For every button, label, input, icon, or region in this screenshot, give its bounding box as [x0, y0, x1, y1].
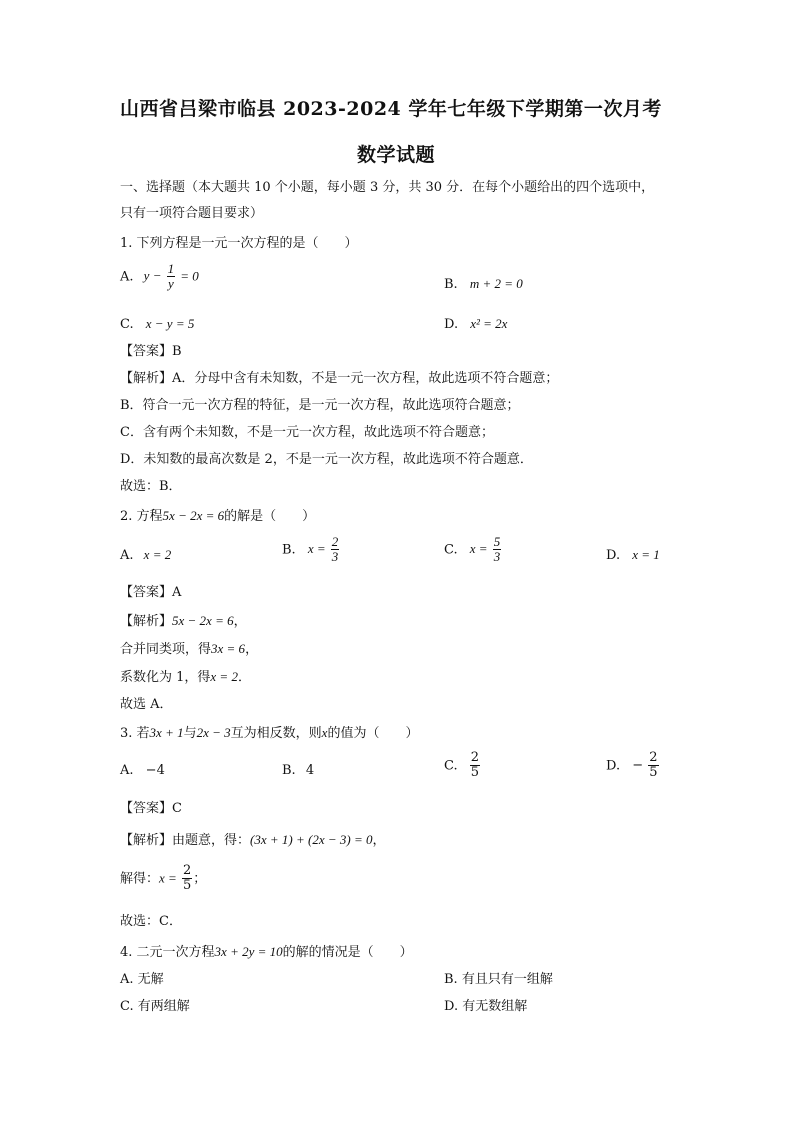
q1-option-b-label: B.: [444, 277, 458, 292]
q3-exp1-prefix: 【解析】由题意，得：: [120, 833, 251, 848]
q3-stem-expr-2: 2x − 3: [196, 725, 231, 740]
q4-option-d: D. 有无数组解: [444, 999, 528, 1014]
q3-explanation-2: [120, 864, 206, 894]
q3-option-d-sign: −: [632, 758, 644, 774]
q3-option-c: [444, 751, 481, 781]
q1-stem: 1. 下列方程是一元一次方程的是（ ）: [120, 236, 358, 251]
q2-exp3-suffix: ．: [237, 670, 251, 685]
q4-option-c: C. 有两组解: [120, 999, 190, 1014]
q1-option-a-denominator: y: [167, 276, 174, 292]
q3-stem-middle: 互为相反数，则: [230, 726, 322, 741]
q2-explanation-3: [120, 669, 251, 686]
q1-option-c: [120, 316, 194, 333]
q2-exp3-prefix: 系数化为 1，得: [120, 670, 211, 685]
q3-exp1-equation: (3x + 1) + (2x − 3) = 0: [250, 832, 373, 847]
q2-exp2-equation: 3x = 6: [211, 641, 246, 656]
q2-option-a: [120, 547, 171, 564]
q3-option-c-fraction: [470, 751, 480, 781]
q1-choose: 故选：B．: [120, 479, 182, 494]
q2-option-c-numerator: 5: [493, 534, 501, 549]
q2-option-a-label: A.: [120, 548, 134, 563]
q2-option-c-expr: x =: [469, 541, 488, 557]
q1-option-b: [444, 276, 523, 293]
section-heading-line-1: 一、选择题（本大题共 10 个小题，每小题 3 分，共 30 分．在每个小题给出的四个选项中，: [120, 180, 655, 195]
q2-stem-suffix: 的解是（ ）: [224, 509, 316, 524]
q3-option-d-numerator: 2: [649, 750, 658, 765]
q3-option-a: [120, 763, 165, 779]
q3-stem: [120, 725, 418, 742]
q2-option-b: [282, 535, 340, 565]
q1-option-d-expr: x² = 2x: [470, 316, 508, 331]
q2-option-d-expr: x = 1: [632, 547, 660, 562]
title-line-1: 山西省吕梁市临县 2023-2024 学年七年级下学期第一次月考: [120, 98, 662, 120]
q3-exp2-numerator: 2: [182, 863, 192, 878]
q3-stem-expr-1: 3x + 1: [149, 725, 184, 740]
q2-option-b-numerator: 2: [331, 534, 339, 549]
q2-option-b-denominator: 3: [331, 549, 339, 565]
q1-explanation-3: C．含有两个未知数，不是一元一次方程，故此选项不符合题意；: [120, 425, 494, 440]
q3-exp2-expr: x =: [159, 870, 177, 886]
q3-option-b: [282, 763, 314, 779]
q3-exp2-suffix: ；: [193, 871, 207, 887]
q3-exp2-denominator: 5: [182, 878, 192, 894]
q3-answer: 【答案】C: [120, 801, 182, 816]
q3-option-a-label: A.: [120, 763, 134, 778]
q3-option-d-fraction: [648, 751, 658, 781]
q4-stem-prefix: 4. 二元一次方程: [120, 945, 215, 960]
q1-option-c-label: C.: [120, 317, 134, 332]
q2-stem-equation: 5x − 2x = 6: [162, 508, 225, 523]
q2-exp1-prefix: 【解析】: [120, 614, 173, 629]
q2-stem: [120, 508, 315, 525]
q2-option-b-fraction: [331, 535, 340, 565]
q1-option-a-fraction: [167, 262, 176, 292]
q1-option-a-rhs: = 0: [180, 268, 199, 284]
q1-option-c-expr: x − y = 5: [145, 316, 195, 331]
q4-stem-suffix: 的解的情况是（ ）: [282, 945, 413, 960]
q1-option-d: [444, 316, 507, 333]
q3-stem-variable: x: [321, 725, 328, 740]
q4-option-a: A. 无解: [120, 972, 164, 987]
q2-choose: 故选 A．: [120, 697, 173, 712]
q1-option-a-expr: y −: [143, 268, 162, 284]
q3-option-d-label: D.: [606, 758, 621, 774]
q4-stem-equation: 3x + 2y = 10: [214, 944, 283, 959]
q2-explanation-1: [120, 613, 247, 630]
q2-option-c: [444, 535, 502, 565]
q3-option-c-numerator: 2: [470, 750, 480, 765]
q2-option-b-label: B.: [282, 542, 296, 558]
q3-option-b-value: 4: [305, 763, 315, 778]
q3-exp2-fraction: [182, 864, 192, 894]
q2-exp1-equation: 5x − 2x = 6: [172, 613, 234, 628]
q3-stem-suffix: 的值为（ ）: [327, 726, 419, 741]
q2-option-b-expr: x =: [307, 541, 326, 557]
q2-option-a-expr: x = 2: [143, 547, 172, 562]
q3-option-d-denominator: 5: [649, 765, 658, 781]
q3-exp2-prefix: 解得：: [120, 871, 160, 887]
q2-explanation-2: [120, 641, 258, 658]
q1-explanation-4: D．未知数的最高次数是 2，不是一元一次方程，故此选项不符合题意．: [120, 452, 533, 467]
q2-option-d: [606, 547, 660, 564]
q2-option-d-label: D.: [606, 548, 621, 563]
q1-option-a-label: A.: [120, 269, 134, 285]
q3-option-a-value: −4: [145, 763, 165, 778]
q3-option-b-label: B.: [282, 763, 296, 778]
q3-option-c-label: C.: [444, 758, 458, 774]
q2-option-c-denominator: 3: [493, 549, 501, 565]
q3-stem-and: 与: [183, 726, 197, 741]
q3-option-d: [606, 751, 660, 781]
title-line-2: 数学试题: [357, 144, 436, 166]
q3-stem-prefix: 3. 若: [120, 726, 150, 741]
q1-option-b-expr: m + 2 = 0: [469, 276, 523, 291]
q1-explanation-2: B．符合一元一次方程的特征，是一元一次方程，故此选项符合题意；: [120, 398, 520, 413]
section-heading-line-2: 只有一项符合题目要求）: [120, 206, 264, 221]
q3-exp1-suffix: ，: [372, 833, 386, 848]
q2-option-c-label: C.: [444, 542, 458, 558]
q2-exp2-prefix: 合并同类项，得: [120, 642, 212, 657]
q2-option-c-fraction: [493, 535, 502, 565]
q4-stem: [120, 944, 413, 961]
q2-stem-prefix: 2. 方程: [120, 509, 163, 524]
q2-answer: 【答案】A: [120, 585, 182, 600]
q1-explanation-1: 【解析】A．分母中含有未知数，不是一元一次方程，故此选项不符合题意；: [120, 371, 559, 386]
q3-explanation-1: [120, 832, 385, 849]
q3-option-c-denominator: 5: [470, 765, 480, 781]
q1-option-d-label: D.: [444, 317, 459, 332]
q2-exp1-suffix: ，: [233, 614, 247, 629]
q2-exp2-suffix: ，: [245, 642, 259, 657]
q1-option-a: [120, 262, 199, 292]
q1-answer: 【答案】B: [120, 344, 182, 359]
q3-choose: 故选：C．: [120, 914, 182, 929]
q1-option-a-numerator: 1: [167, 261, 175, 276]
q4-option-b: B. 有且只有一组解: [444, 972, 553, 987]
q2-exp3-equation: x = 2: [210, 669, 238, 684]
